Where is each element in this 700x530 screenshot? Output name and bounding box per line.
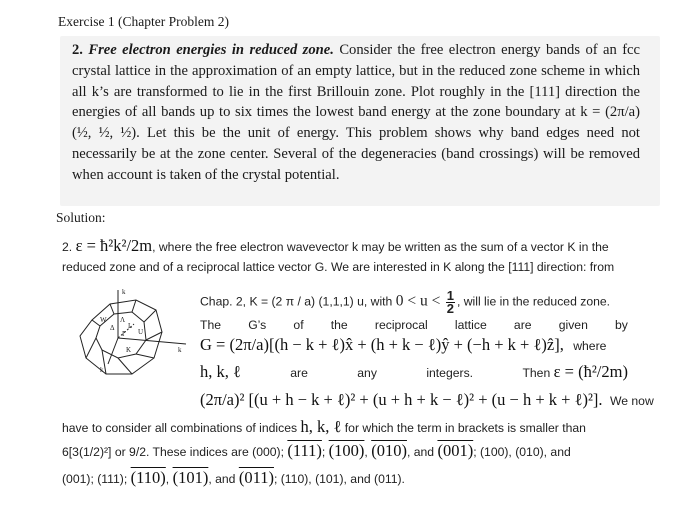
solution-line-1: 2. ε = ħ²k²/2m, where the free electron wavevector k may be written as the sum of a vector K in the	[62, 236, 609, 255]
solution-line-10: (001); (111); (110), (101), and (011); (110), (101), and (011).	[62, 468, 405, 487]
solution-line-3: Chap. 2, K = (2 π / a) (1,1,1) u, with 0 < u < $\frac{1}{2}$ , will lie in the reduced zone.	[200, 288, 611, 316]
solution-line-9: 6[3(1/2)²] or 9/2. These indices are (000); (111); (100), (010), and (001); (100), (010), and	[62, 441, 571, 460]
solution-line-2: reduced zone and of a reciprocal lattice vector G. We are interested in K along the [111] direction: from	[62, 260, 615, 274]
energy-expansion-equation: (2π/a)² [(u + h − k + ℓ)² + (u + h + k − ℓ)² + (u − h + k + ℓ)²].	[200, 390, 603, 409]
solution-line-4: The G’s of the reciprocal lattice are given by	[200, 318, 628, 332]
label-gamma: Γ	[122, 330, 127, 338]
solution-line-7: (2π/a)² [(u + h − k + ℓ)² + (u + h + k − ℓ)² + (u − h + k + ℓ)²]. We now	[200, 390, 654, 409]
label-l: L	[128, 322, 133, 330]
label-u: U	[138, 328, 144, 336]
label-ky: k	[178, 346, 182, 354]
g-vector-equation: G = (2π/a)[(h − k + ℓ)x̂ + (h + k − ℓ)ŷ + (−h + k + ℓ)ẑ],	[200, 335, 564, 354]
label-kz: k	[122, 288, 126, 296]
label-lambda: Λ	[120, 316, 126, 324]
exercise-header: Exercise 1 (Chapter Problem 2)	[58, 14, 229, 29]
solution-line-5: G = (2π/a)[(h − k + ℓ)x̂ + (h + k − ℓ)ŷ + (−h + k + ℓ)ẑ], where	[200, 335, 607, 354]
label-k: K	[126, 346, 132, 354]
fraction-half: $\frac{1}{2}$	[446, 288, 454, 316]
index-bar-111: (111)	[287, 441, 322, 460]
problem-number: 2.	[72, 42, 83, 58]
label-w: W	[100, 316, 107, 324]
brillouin-zone-figure	[70, 288, 190, 388]
problem-body: Consider the free electron energy bands of an fcc crystal lattice in the approximation of an empty lattice, but in the reduced zone scheme in which all k’s are transformed to lie in the first Brillouin zone. Plot roughly in the [111] direction the energies of all bands up to six times the lowest band energy at the zone boundary at k = (2π/a)(½, ½, ½). Let this be the unit of energy. This problem shows why band edges need not necessarily be at the zone center. Several of the degeneracies (band crossings) will be removed when account is taken of the crystal potential.	[72, 42, 641, 183]
energy-equation: ε = ħ²k²/2m	[75, 236, 153, 255]
problem-statement	[72, 40, 640, 186]
solution-line-6: h, k, ℓ are any integers. Then ε = (ħ²/2m)	[200, 362, 628, 381]
solution-label: Solution:	[56, 210, 106, 225]
solution-line-8: have to consider all combinations of indices h, k, ℓ for which the term in brackets is smaller than	[62, 417, 586, 436]
problem-title: Free electron energies in reduced zone.	[88, 42, 334, 58]
label-delta: Δ	[110, 324, 115, 332]
label-kx: k	[100, 366, 104, 374]
